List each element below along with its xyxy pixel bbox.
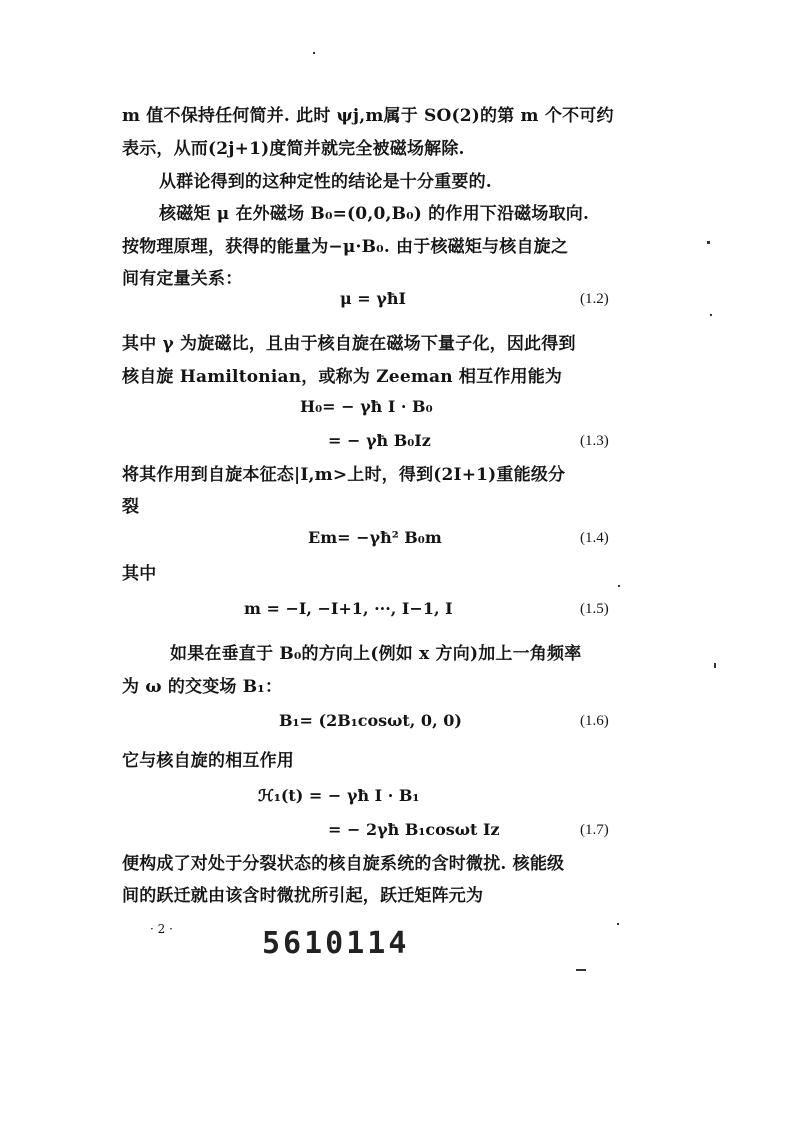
scan-speck (707, 241, 710, 244)
text-line: 其中 (122, 564, 157, 584)
text-line: m 值不保持任何简并. 此时 ψj,m属于 SO(2)的第 m 个不可约 (122, 106, 614, 126)
equation-1-3a: H₀= − γħ I · B₀ (300, 397, 433, 416)
text-line: 便构成了对处于分裂状态的核自旋系统的含时微扰. 核能级 (122, 854, 565, 874)
page-number: · 2 · (150, 922, 173, 936)
scan-speck (313, 52, 315, 54)
scan-speck (618, 585, 620, 587)
scan-speck (710, 314, 712, 316)
text-line: 其中 γ 为旋磁比，且由于核自旋在磁场下量子化，因此得到 (122, 334, 576, 354)
equation-number: (1.7) (580, 822, 609, 838)
text-line: 它与核自旋的相互作用 (122, 751, 294, 771)
text-line: 为 ω 的交变场 B₁： (122, 677, 283, 697)
text-line: 间的跃迁就由该含时微扰所引起，跃迁矩阵元为 (122, 886, 484, 906)
equation-1-6: B₁= (2B₁cosωt, 0, 0) (279, 711, 462, 730)
equation-number: (1.6) (580, 713, 609, 729)
equation-number: (1.2) (580, 291, 609, 307)
equation-number: (1.4) (580, 530, 609, 546)
text-line: 将其作用到自旋本征态|I,m>上时，得到(2I+1)重能级分 (122, 465, 566, 485)
equation-number: (1.3) (580, 433, 609, 449)
equation-number: (1.5) (580, 601, 609, 617)
equation-1-7a: ℋ₁(t) = − γħ I · B₁ (258, 786, 420, 805)
equation-1-2: μ = γħI (340, 289, 406, 308)
equation-1-7b: = − 2γħ B₁cosωt Iz (328, 820, 500, 839)
text-line: 核磁矩 μ 在外磁场 B₀=(0,0,B₀) 的作用下沿磁场取向. (159, 204, 590, 224)
equation-1-4: Em= −γħ² B₀m (308, 528, 442, 547)
text-line: 按物理原理，获得的能量为−μ·B₀. 由于核磁矩与核自旋之 (122, 237, 569, 257)
catalog-stamp: 5610114 (262, 926, 410, 961)
equation-1-5: m = −I, −I+1, ···, I−1, I (244, 599, 453, 618)
text-line: 从群论得到的这种定性的结论是十分重要的. (159, 172, 492, 192)
text-line: 裂 (122, 497, 140, 517)
scan-speck (576, 969, 586, 971)
text-line: 核自旋 Hamiltonian，或称为 Zeeman 相互作用能为 (122, 367, 563, 387)
scan-speck (617, 923, 619, 925)
equation-1-3b: = − γħ B₀Iz (328, 431, 431, 450)
text-line: 间有定量关系： (122, 269, 243, 289)
text-line: 如果在垂直于 B₀的方向上(例如 x 方向)加上一角频率 (170, 644, 582, 664)
text-line: 表示，从而(2j+1)度简并就完全被磁场解除. (122, 139, 465, 159)
scan-speck (714, 663, 716, 668)
